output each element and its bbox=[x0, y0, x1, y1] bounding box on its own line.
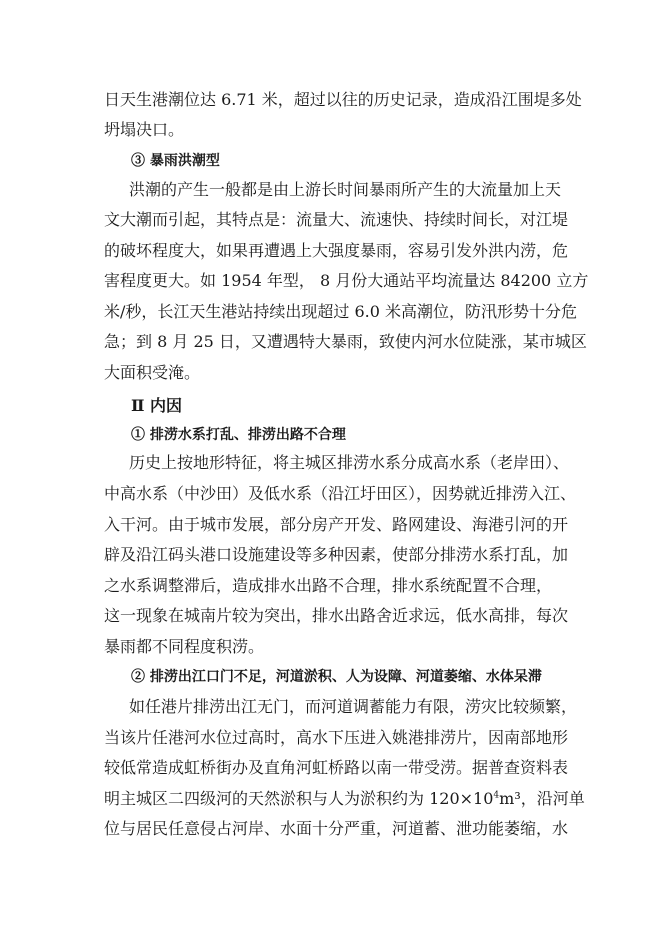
body-text-line: 入干河。由于城市发展，部分房产开发、路网建设、海港引河的开 bbox=[104, 515, 569, 534]
body-text-line bbox=[104, 789, 662, 809]
section-heading: Ⅱ 内因 bbox=[131, 396, 183, 415]
body-text-line: 之水系调整滞后，造成排水出路不合理，排水系统配置不合理， bbox=[104, 576, 553, 595]
subsection-heading: ② 排涝出江口门不足，河道淤积、人为设障、河道萎缩、水体呆滞 bbox=[131, 669, 542, 685]
body-text-line: 当该片任港河水位过高时，高水下压进入姚港排涝片，因南部地形 bbox=[104, 728, 569, 747]
body-text-line: 较低常造成虹桥街办及直角河虹桥路以南一带受涝。据普查资料表 bbox=[104, 758, 569, 777]
body-text-line: 急；到 8 月 25 日，又遭遇特大暴雨，致使内河水位陡涨，某市城区 bbox=[104, 332, 587, 351]
body-text-line: 暴雨都不同程度积涝。 bbox=[104, 637, 265, 656]
body-text-line: 日天生港潮位达 6.71 米，超过以往的历史记录，造成沿江围堤多处 bbox=[104, 90, 582, 109]
body-text-line: 坍塌决口。 bbox=[104, 120, 185, 139]
body-text-fragment: 明主城区二四级河的天然淤积与人为淤积约为 120×10 bbox=[104, 789, 494, 808]
body-text-line: 大面积受淹。 bbox=[104, 363, 201, 382]
body-text-line: 如任港片排涝出江无门，而河道调蓄能力有限，涝灾比较频繁， bbox=[129, 697, 578, 716]
superscript-exponent: 4 bbox=[493, 790, 500, 801]
body-text-line: 的破坏程度大，如果再遭遇上大强度暴雨，容易引发外洪内涝，危 bbox=[104, 241, 569, 260]
body-text-fragment: m³，沿河单 bbox=[499, 789, 585, 808]
body-text-line: 历史上按地形特征，将主城区排涝水系分成高水系（老岸田）、 bbox=[129, 453, 570, 472]
body-text-line: 害程度更大。如 1954 年型， 8 月份大通站平均流量达 84200 立方 bbox=[104, 271, 589, 290]
body-text-line: 中高水系（中沙田）及低水系（沿江圩田区），因势就近排涝入江、 bbox=[104, 484, 577, 503]
body-text-line: 洪潮的产生一般都是由上游长时间暴雨所产生的大流量加上天 bbox=[129, 180, 562, 199]
subsection-heading: ③ 暴雨洪潮型 bbox=[131, 153, 220, 169]
body-text-line: 辟及沿江码头港口设施建设等多种因素，使部分排涝水系打乱，加 bbox=[104, 545, 569, 564]
body-text-line: 文大潮而引起，其特点是：流量大、流速快、持续时间长，对江堤 bbox=[104, 210, 569, 229]
subsection-heading: ① 排涝水系打乱、排涝出路不合理 bbox=[131, 427, 346, 443]
body-text-line: 位与居民任意侵占河岸、水面十分严重，河道蓄、泄功能萎缩，水 bbox=[104, 819, 569, 838]
body-text-line: 米/秒，长江天生港站持续出现超过 6.0 米高潮位，防汛形势十分危 bbox=[104, 302, 578, 321]
body-text-line: 这一现象在城南片较为突出，排水出路舍近求远，低水高排，每次 bbox=[104, 606, 569, 625]
